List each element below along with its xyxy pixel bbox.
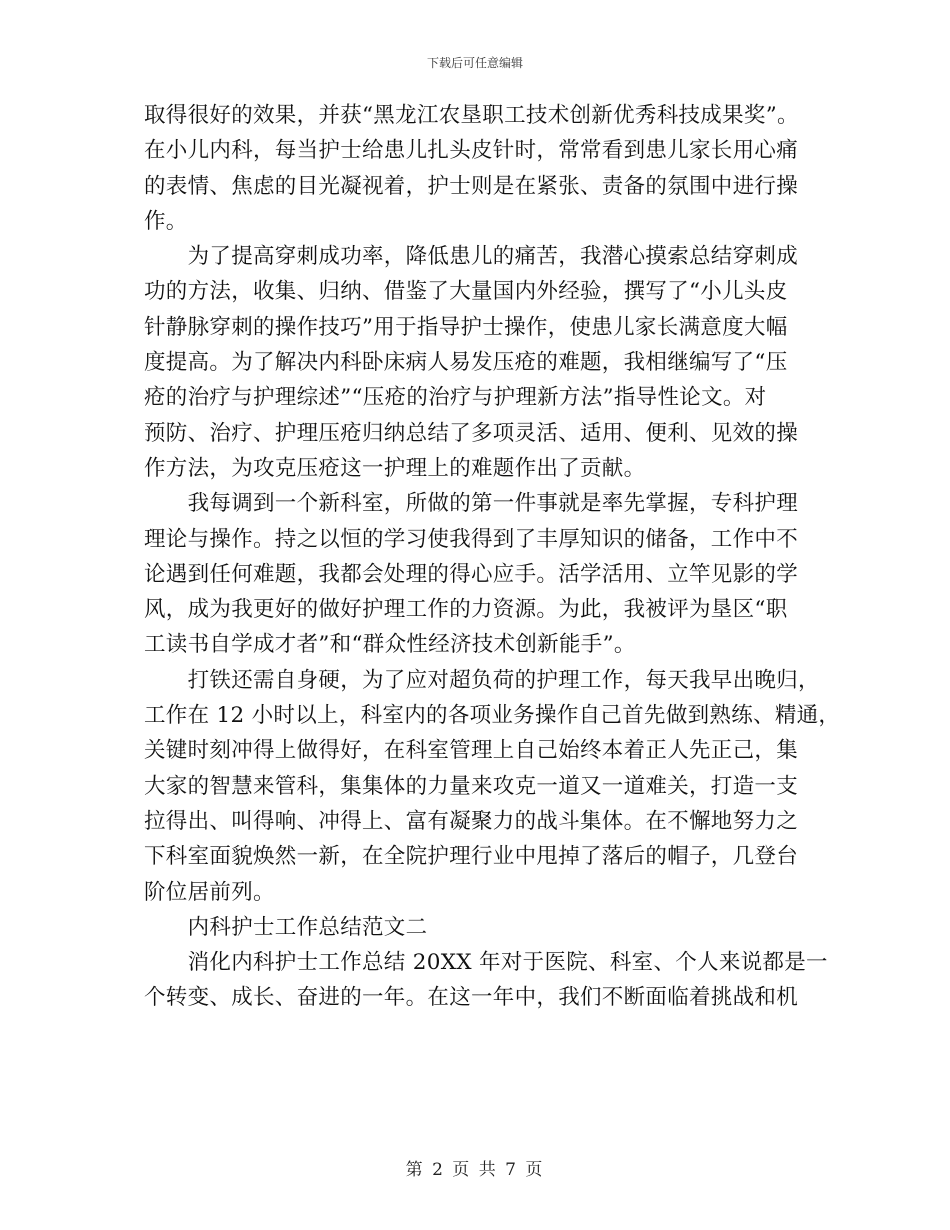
text-line: 工作在 12 小时以上，科室内的各项业务操作自己首先做到熟练、精通， [144,703,841,729]
text-line: 个转变、成长、奋进的一年。在这一年中，我们不断面临着挑战和机 [144,985,799,1011]
section-heading: 内科护士工作总结范文二 [144,914,428,940]
text-line: 我每调到一个新科室，所做的第一件事就是率先掌握，专科护理 [144,491,799,517]
text-line: 工读书自学成才者”和“群众性经济技术创新能手”。 [144,632,636,658]
text-line: 疮的治疗与护理综述”“压疮的治疗与护理新方法”指导性论文。对 [144,385,767,411]
text-line: 为了提高穿刺成功率，降低患儿的痛苦，我潜心摸索总结穿刺成 [144,244,799,270]
text-line: 度提高。为了解决内科卧床病人易发压疮的难题，我相继编写了“压 [144,350,788,376]
text-line: 功的方法，收集、归纳、借鉴了大量国内外经验，撰写了“小儿头皮 [144,279,788,305]
text-line: 关键时刻冲得上做得好，在科室管理上自己始终本着正人先正己，集 [144,738,799,764]
page-number: 第 2 页 共 7 页 [405,1160,545,1180]
text-line: 作。 [144,208,188,234]
text-line: 论遇到任何难题，我都会处理的得心应手。活学活用、立竿见影的学 [144,561,799,587]
text-line: 在小儿内科，每当护士给患儿扎头皮针时，常常看到患儿家长用心痛 [144,138,799,164]
text-line: 的表情、焦虑的目光凝视着，护士则是在紧张、责备的氛围中进行操 [144,173,799,199]
text-line: 预防、治疗、护理压疮归纳总结了多项灵活、适用、便利、见效的操 [144,420,799,446]
text-line: 消化内科护士工作总结 20XX 年对于医院、科室、个人来说都是一 [144,950,828,976]
text-line: 风，成为我更好的做好护理工作的力资源。为此，我被评为垦区“职 [144,597,788,623]
text-line: 理论与操作。持之以恒的学习使我得到了丰厚知识的储备，工作中不 [144,526,799,552]
text-line: 大家的智慧来管科，集集体的力量来攻克一道又一道难关，打造一支 [144,773,799,799]
text-line: 取得很好的效果，并获“黑龙江农垦职工技术创新优秀科技成果奖”。 [144,103,799,128]
text-line: 阶位居前列。 [144,879,275,905]
text-line: 拉得出、叫得响、冲得上、富有凝聚力的战斗集体。在不懈地努力之 [144,808,799,834]
text-line: 作方法，为攻克压疮这一护理上的难题作出了贡献。 [144,455,646,481]
text-line: 打铁还需自身硬，为了应对超负荷的护理工作，每天我早出晚归， [144,667,820,693]
text-line: 下科室面貌焕然一新，在全院护理行业中甩掉了落后的帽子，几登台 [144,844,799,870]
text-line: 针静脉穿刺的操作技巧”用于指导护士操作，使患儿家长满意度大幅 [144,314,788,340]
page-header: 下载后可任意编辑 [426,56,523,70]
document-body [144,98,841,1016]
